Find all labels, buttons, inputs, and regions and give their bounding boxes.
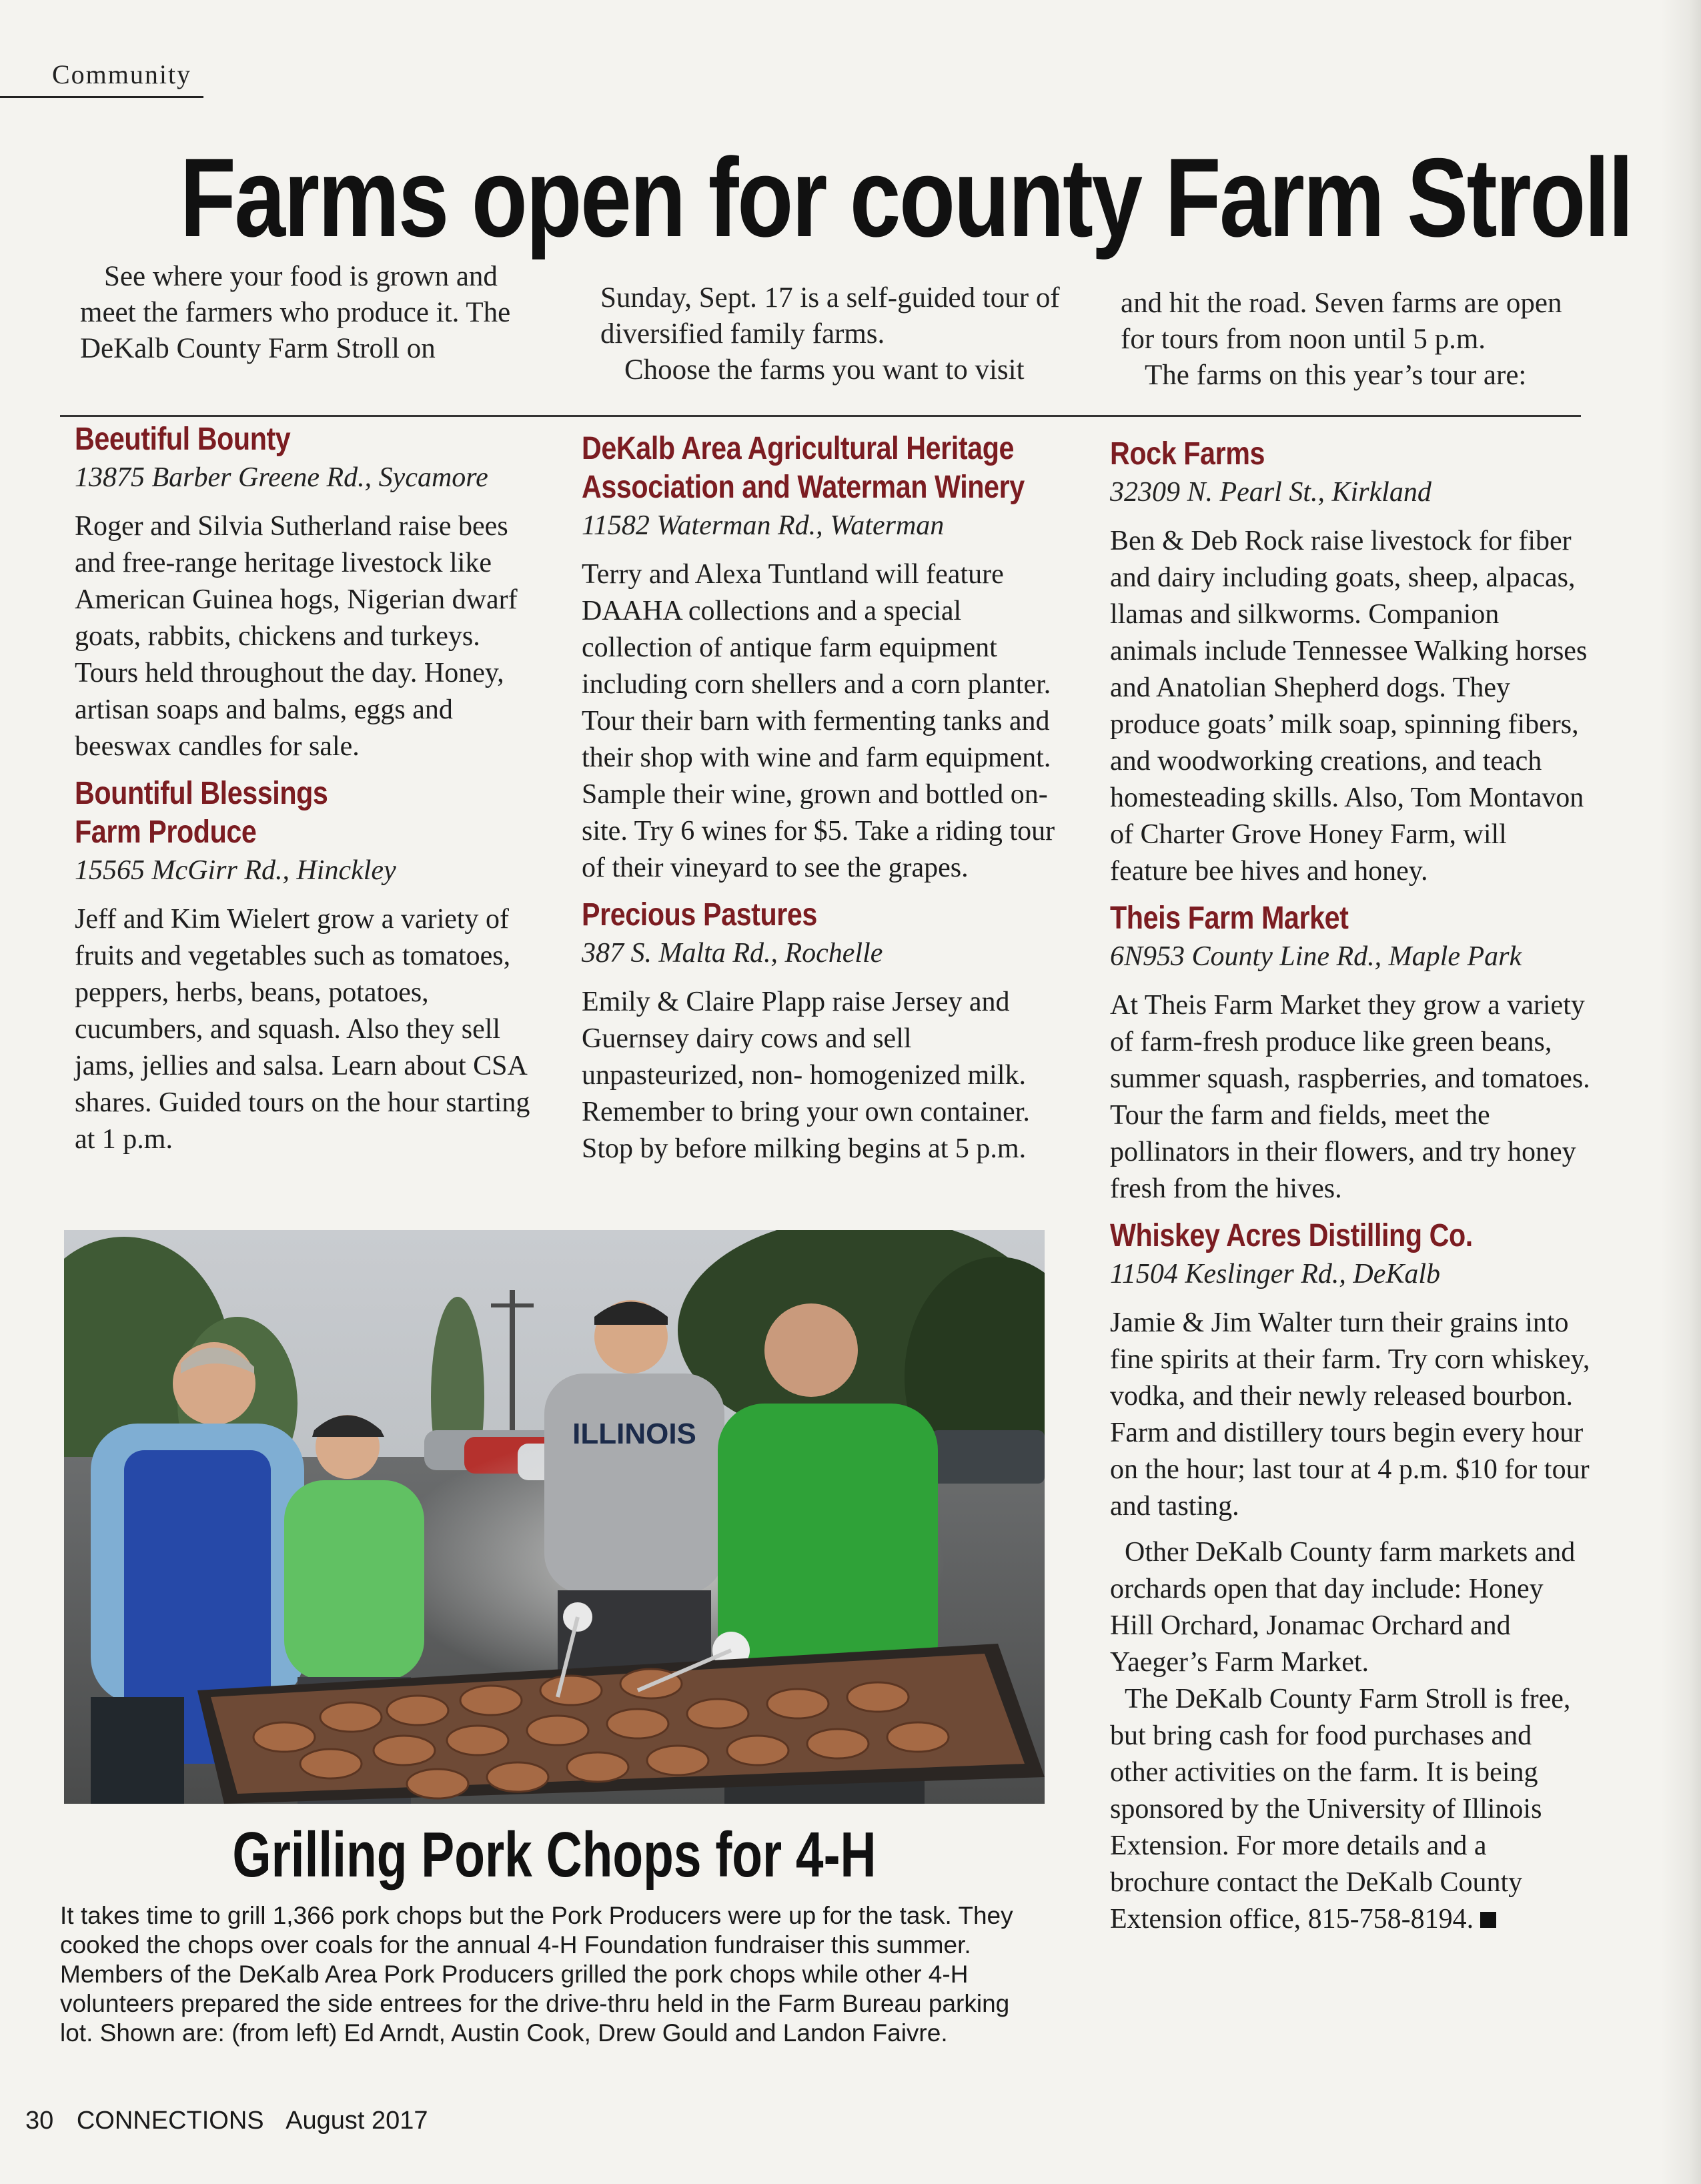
section-label: Community (52, 59, 192, 89)
farm-name: Beeutiful Bounty (75, 422, 291, 457)
publication-name: CONNECTIONS (76, 2107, 264, 2135)
farm-name-line-2: Farm Produce (75, 814, 257, 850)
farm-description: Jamie & Jim Walter turn their grains into fine spirits at their farm. Try corn whiskey, vodka, and their newly released bourbon. Farm and distillery tours begin every hour on the hour; last tour at 4 p.m. $10 for tour and tasting. (1110, 1307, 1590, 1522)
farm-address: 387 S. Malta Rd., Rochelle (582, 938, 883, 969)
farm-description: Emily & Claire Plapp raise Jersey and Guernsey dairy cows and sell unpasteurized, non- homogenized milk. Remember to bring your own container. Stop by before milking begins at 5 p.m. (582, 987, 1030, 1164)
headline: Farms open for county Farm Stroll (179, 135, 1632, 260)
deck-col-1 (80, 259, 547, 367)
farm-entry (75, 420, 542, 765)
farm-name-line-1: Bountiful Blessings (75, 776, 328, 811)
farm-address: 6N953 County Line Rd., Maple Park (1110, 941, 1522, 972)
farm-name: Rock Farms (1110, 436, 1265, 472)
closing-paragraph-2 (1110, 1681, 1590, 1938)
section-rule (0, 96, 203, 98)
article-column-3 (1110, 435, 1590, 1938)
article-column-2 (582, 430, 1075, 1177)
deck-col-2 (600, 280, 1067, 388)
farm-description: Terry and Alexa Tuntland will feature DAAHA collections and a special collection of antique farm equipment including corn shellers and a corn planter. Tour their barn with fermenting tanks and their shop with wine and farm equipment. Sample their wine, grown and bottled on-site. Try 6 wines for $5. Take a riding tour of their vineyard to see the grapes. (582, 559, 1055, 883)
end-mark-icon (1480, 1912, 1496, 1928)
deck-text-3b: The farms on this year’s tour are: (1145, 360, 1527, 391)
farm-address: 11582 Waterman Rd., Waterman (582, 510, 945, 541)
deck-divider (60, 415, 1581, 417)
grilling-photo (64, 1230, 1045, 1804)
farm-address: 15565 McGirr Rd., Hinckley (75, 855, 396, 886)
page-number: 30 (25, 2107, 54, 2135)
farm-name: Theis Farm Market (1110, 901, 1349, 936)
farm-description: Roger and Silvia Sutherland raise bees and free-range heritage livestock like American Guinea hogs, Nigerian dwarf goats, rabbits, chickens and turkeys. Tours held throughout the day. Honey, artisan soaps and balms, eggs and beeswax candles for sale. (75, 511, 518, 762)
farm-name: Whiskey Acres Distilling Co. (1110, 1218, 1473, 1253)
article-column-1 (75, 420, 542, 1167)
deck-text-2b: Choose the farms you want to visit (624, 354, 1025, 386)
farm-description: At Theis Farm Market they grow a variety of farm-fresh produce like green beans, summer squash, raspberries, and tomatoes. Tour the farm and fields, meet the pollinators in their flowers, and try honey fresh from the hives. (1110, 990, 1590, 1204)
farm-name: Precious Pastures (582, 897, 817, 933)
farm-entry (75, 774, 542, 1158)
farm-entry (1110, 435, 1590, 890)
farm-entry (1110, 899, 1590, 1207)
farm-address: 32309 N. Pearl St., Kirkland (1110, 477, 1432, 508)
photo-caption-title: Grilling Pork Chops for 4-H (232, 1819, 877, 1890)
farm-entry (582, 430, 1075, 887)
deck-text-3a: and hit the road. Seven farms are open for tours from noon until 5 p.m. (1121, 288, 1562, 355)
farm-entry (1110, 1217, 1590, 1525)
deck-text-2a: Sunday, Sept. 17 is a self-guided tour of diversified family farms. (600, 282, 1060, 350)
farm-name-line-2: Association and Waterman Winery (582, 470, 1025, 505)
closing-paragraph-1: Other DeKalb County farm markets and orchards open that day include: Honey Hill Orchard, Jonamac Orchard and Yaeger’s Farm Market. (1110, 1537, 1576, 1678)
farm-name-line-1: DeKalb Area Agricultural Heritage (582, 431, 1015, 466)
shirt-logo: ILLINOIS (572, 1418, 696, 1450)
deck-text-1: See where your food is grown and meet the farmers who produce it. The DeKalb County Farm Stroll on (80, 261, 511, 364)
closing-paragraph-2-text: The DeKalb County Farm Stroll is free, but bring cash for food purchases and other activities on the farm. It is being sponsored by the University of Illinois Extension. For more details and a brochure contact the DeKalb County Extension office, 815-758-8194. (1110, 1684, 1571, 1935)
page-footer (25, 2107, 444, 2135)
farm-entry (582, 896, 1075, 1167)
farm-description: Ben & Deb Rock raise livestock for fiber and dairy including goats, sheep, alpacas, llamas and silkworms. Companion animals include Tennessee Walking horses and Anatolian Shepherd dogs. They produce goats’ milk soap, spinning fibers, and woodworking creations, and teach homesteading skills. Also, Tom Montavon of Charter Grove Honey Farm, will feature bee hives and honey. (1110, 526, 1588, 887)
issue-date: August 2017 (286, 2107, 428, 2135)
page-edge (1661, 0, 1701, 2184)
farm-address: 13875 Barber Greene Rd., Sycamore (75, 462, 488, 493)
farm-address: 11504 Keslinger Rd., DeKalb (1110, 1259, 1441, 1289)
farm-description: Jeff and Kim Wielert grow a variety of fruits and vegetables such as tomatoes, peppers, herbs, beans, potatoes, cucumbers, and squash. Also they sell jams, jellies and salsa. Learn about CSA shares. Guided tours on the hour starting at 1 p.m. (75, 904, 530, 1155)
deck-col-3 (1121, 286, 1588, 394)
photo-caption-text: It takes time to grill 1,366 pork chops but the Pork Producers were up for the task. They cooked the chops over coals for the annual 4-H Foundation fundraiser this summer. Members of the DeKalb Area Pork Producers grilled the pork chops while other 4-H volunteers prepared the side entrees for the drive-thru held in the Farm Bureau parking lot. Shown are: (from left) Ed Arndt, Austin Cook, Drew Gould and Landon Faivre. (60, 1902, 1013, 2047)
